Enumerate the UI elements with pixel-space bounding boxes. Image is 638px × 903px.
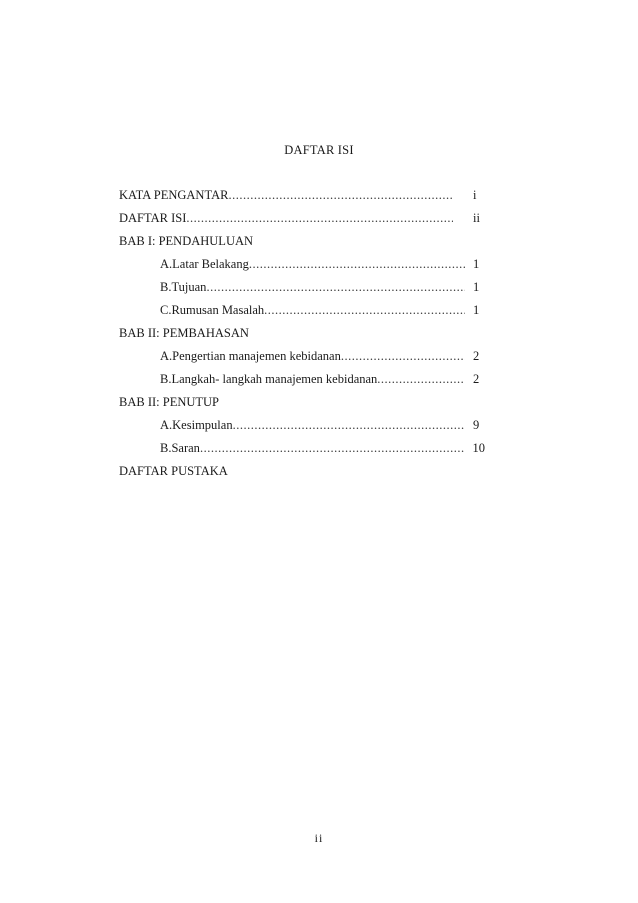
toc-entry-label: Pengertian manajemen kebidanan: [172, 349, 341, 363]
page-title: DAFTAR ISI: [284, 143, 354, 157]
toc-entry-pengertian: [119, 345, 485, 368]
dot-leader: [264, 299, 465, 322]
toc-chapter-bab2: [119, 322, 485, 345]
toc-entry-page: 2: [473, 372, 480, 386]
dot-leader: [249, 253, 465, 276]
dot-leader: [186, 207, 453, 230]
dot-leader: [377, 368, 465, 391]
toc-entry-page: i: [473, 188, 477, 202]
toc-entry-label: Latar Belakang: [172, 257, 249, 271]
toc-entry-page: 9: [473, 418, 480, 432]
toc-entry-label: Rumusan Masalah: [171, 303, 265, 317]
toc-entry-page: 2: [473, 349, 480, 363]
toc-entry-langkah: [119, 368, 485, 391]
toc-entry-page: 1: [473, 303, 480, 317]
toc-entry-daftar-pustaka: [119, 460, 485, 483]
toc-entry-kata-pengantar: [119, 184, 485, 207]
toc-entry-letter: A.: [160, 418, 173, 432]
table-of-contents: [119, 184, 485, 483]
toc-entry-page: 1: [473, 280, 480, 294]
toc-entry-letter: A.: [160, 349, 173, 363]
toc-entry-saran: [119, 437, 485, 460]
toc-entry-latar-belakang: [119, 253, 485, 276]
toc-entry-letter: B.: [160, 441, 172, 455]
dot-leader: [200, 437, 465, 460]
dot-leader: [206, 276, 465, 299]
toc-entry-letter: C.: [160, 303, 172, 317]
dot-leader: [228, 184, 453, 207]
toc-entry-label: DAFTAR ISI: [119, 211, 187, 225]
toc-entry-kesimpulan: [119, 414, 485, 437]
toc-entry-letter: B.: [160, 280, 172, 294]
dot-leader: [341, 345, 465, 368]
toc-entry-page: ii: [473, 211, 480, 225]
toc-chapter-label: BAB II: PENUTUP: [119, 395, 220, 409]
toc-entry-label: Saran: [171, 441, 200, 455]
toc-entry-daftar-isi: [119, 207, 485, 230]
toc-chapter-bab1: [119, 230, 485, 253]
toc-chapter-label: BAB II: PEMBAHASAN: [119, 326, 249, 340]
dot-leader: [233, 414, 465, 437]
toc-entry-letter: B.: [160, 372, 172, 386]
toc-entry-label: KATA PENGANTAR: [119, 188, 229, 202]
toc-chapter-bab3: [119, 391, 485, 414]
toc-entry-label: Kesimpulan: [172, 418, 233, 432]
toc-entry-letter: A.: [160, 257, 173, 271]
toc-entry-label: DAFTAR PUSTAKA: [119, 464, 228, 478]
toc-entry-rumusan-masalah: [119, 299, 485, 322]
toc-chapter-label: BAB I: PENDAHULUAN: [119, 234, 254, 248]
toc-entry-page: 10: [472, 441, 485, 455]
toc-entry-page: 1: [473, 257, 480, 271]
toc-entry-label: Tujuan: [171, 280, 207, 294]
toc-entry-label: Langkah- langkah manajemen kebidanan: [171, 372, 378, 386]
page-number-footer: ii: [314, 831, 324, 845]
toc-entry-tujuan: [119, 276, 485, 299]
